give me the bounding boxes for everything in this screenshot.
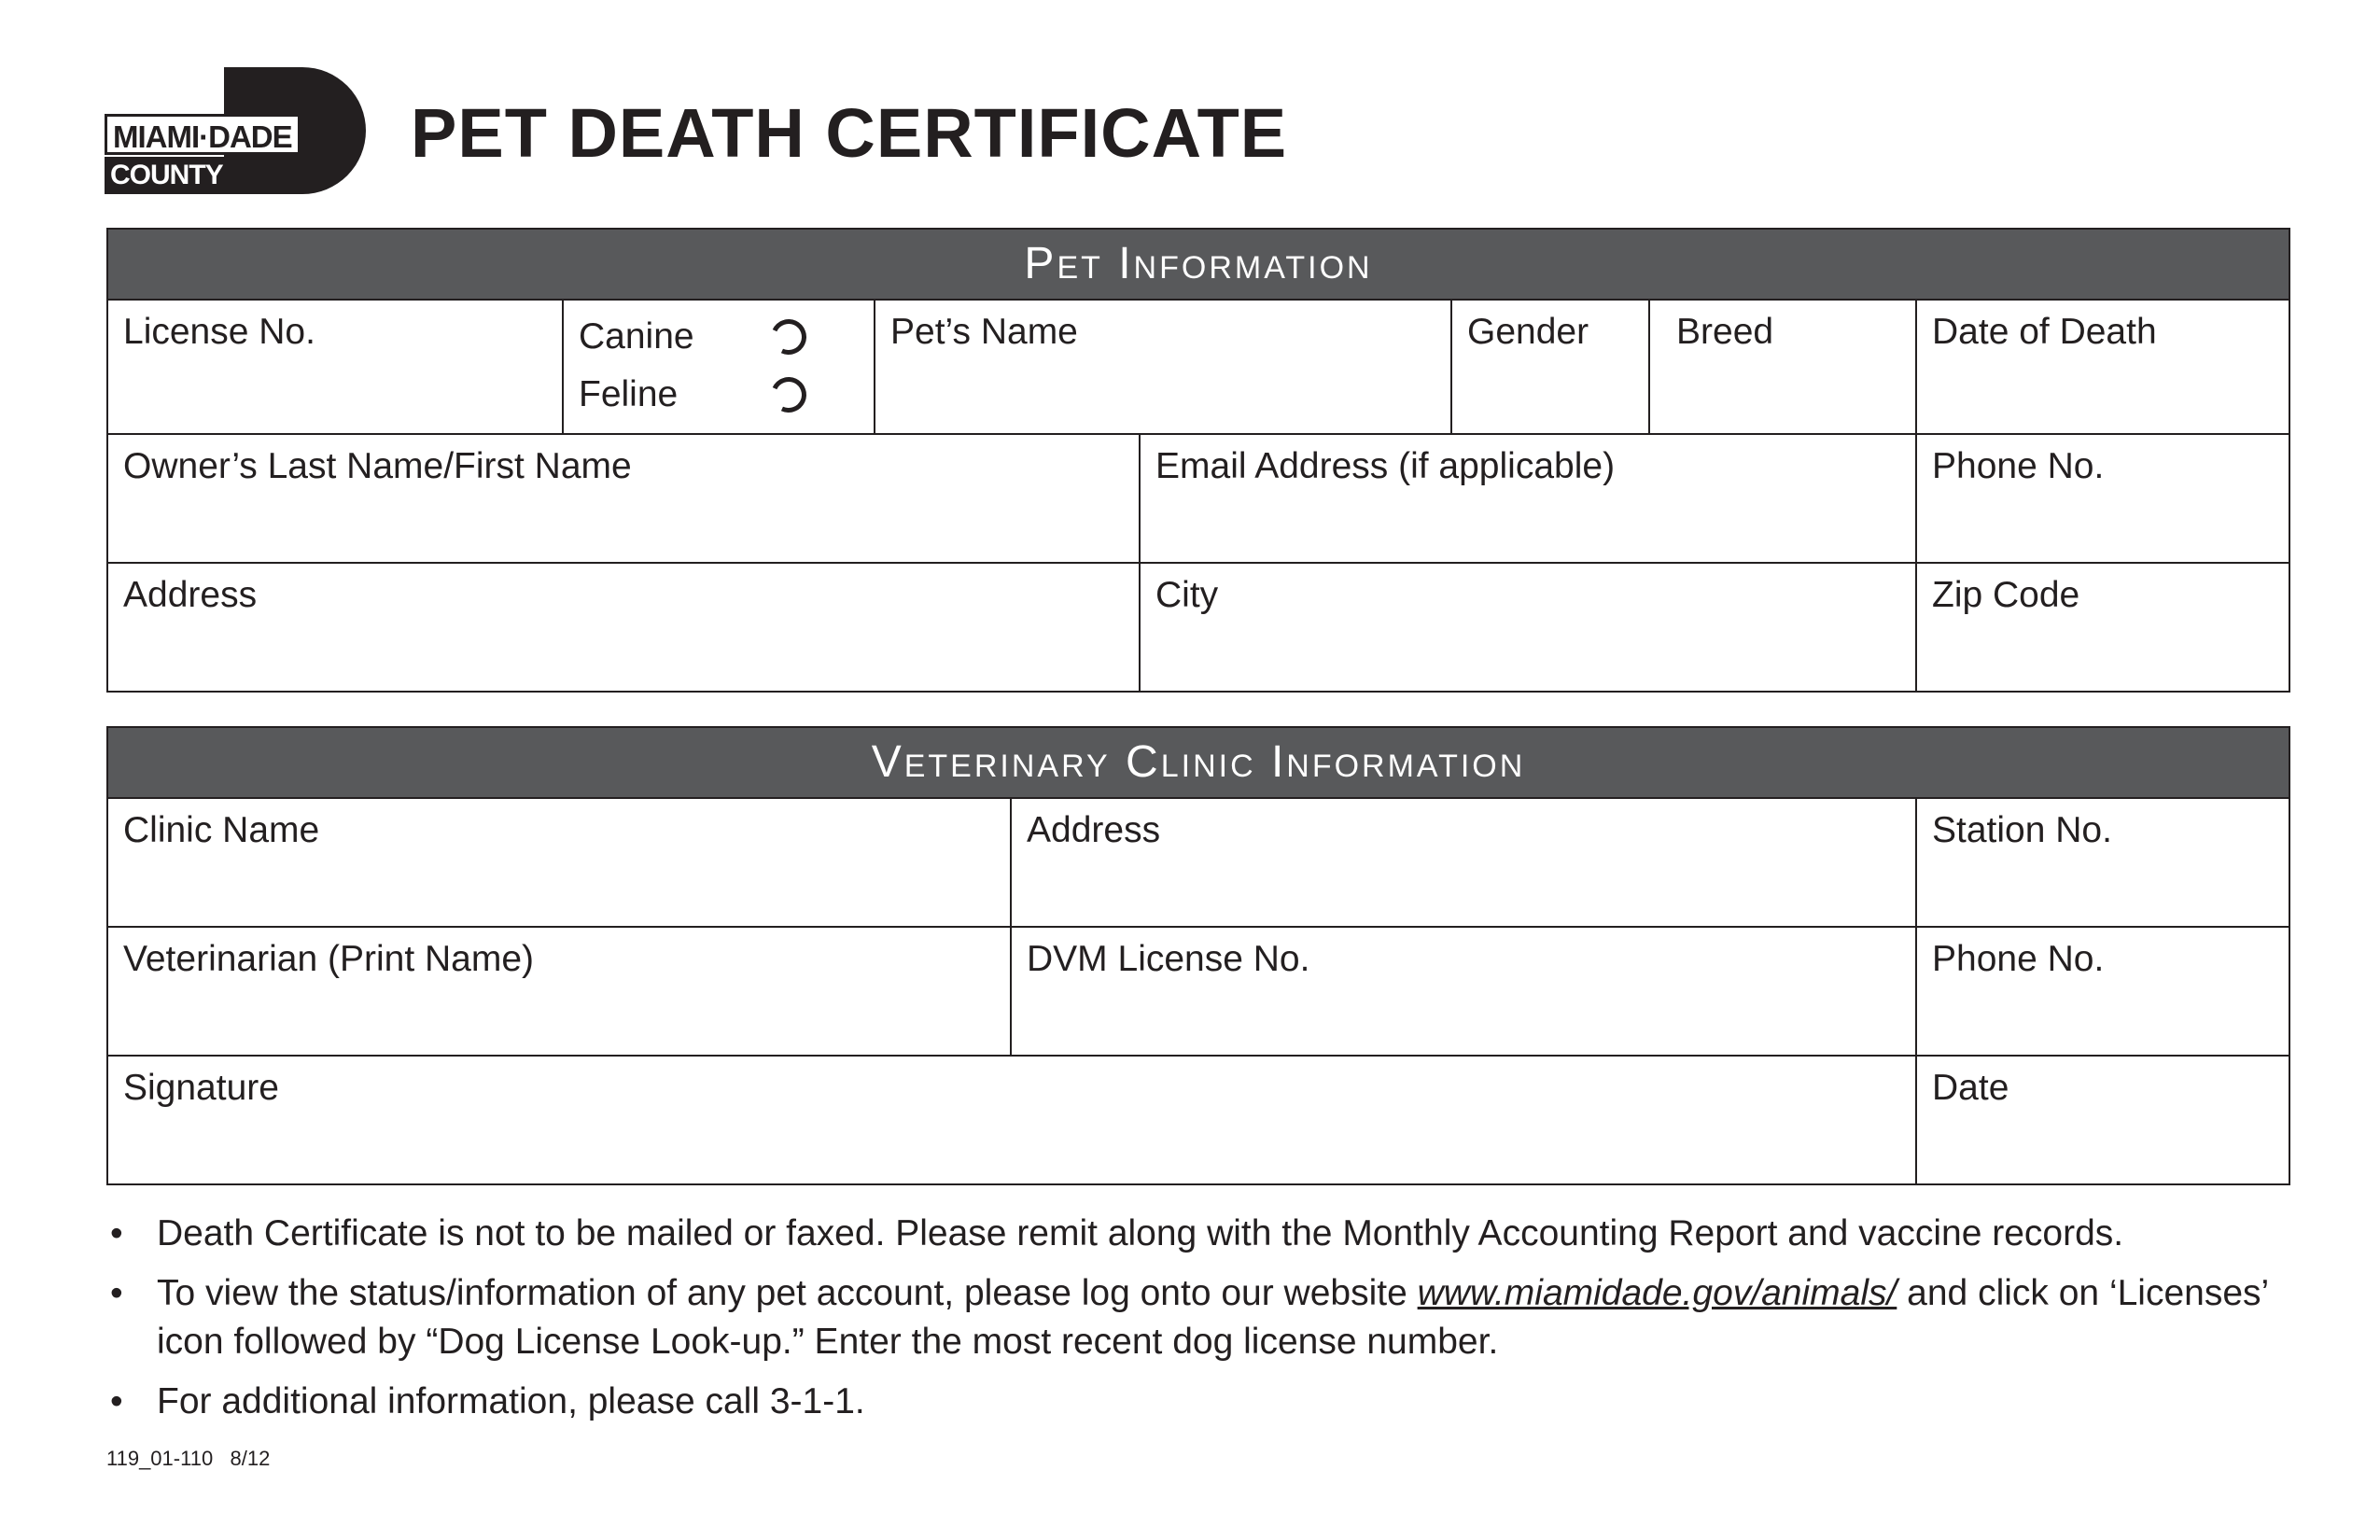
header	[105, 67, 2289, 198]
pets-name-label: Pet’s Name	[890, 312, 1078, 352]
veterinary-clinic-table	[106, 726, 2290, 1185]
owner-name-label: Owner’s Last Name/First Name	[123, 446, 632, 486]
note-item	[106, 1210, 2290, 1258]
form-code: 119_01-110 8/12	[106, 1447, 271, 1470]
clinic-address-label: Address	[1027, 810, 1161, 850]
owner-address-label: Address	[123, 575, 258, 615]
veterinary-clinic-heading: Veterinary Clinic Information	[107, 727, 2289, 798]
station-no-field[interactable]	[1916, 798, 2289, 927]
owner-name-field[interactable]	[107, 434, 1140, 563]
veterinarian-field[interactable]	[107, 927, 1011, 1056]
date-of-death-label: Date of Death	[1932, 312, 2157, 352]
owner-address-field[interactable]	[107, 563, 1140, 692]
signature-label: Signature	[123, 1068, 279, 1108]
pet-information-heading: Pet Information	[107, 229, 2289, 300]
date-of-death-field[interactable]	[1916, 300, 2289, 434]
note-text: and click on ‘Licenses’ icon followed by “Dog License Look-up.” Enter the most recent dog license number.	[157, 1273, 2268, 1362]
canine-option[interactable]	[579, 308, 806, 366]
note-item	[106, 1269, 2290, 1366]
note-text: To view the status/information of any pet account, please log onto our website	[157, 1273, 1418, 1313]
gender-field[interactable]	[1451, 300, 1649, 434]
date-label: Date	[1932, 1068, 2009, 1108]
canine-radio-icon[interactable]	[766, 315, 812, 360]
city-label: City	[1155, 575, 1219, 615]
species-field	[563, 300, 875, 434]
feline-option[interactable]	[579, 366, 806, 424]
vet-phone-label: Phone No.	[1932, 939, 2105, 979]
page-title: PET DEATH CERTIFICATE	[411, 94, 1288, 172]
pets-name-field[interactable]	[875, 300, 1451, 434]
feline-label: Feline	[579, 374, 679, 414]
dvm-license-label: DVM License No.	[1027, 939, 1310, 979]
logo-county-text: COUNTY	[105, 157, 224, 194]
vet-phone-field[interactable]	[1916, 927, 2289, 1056]
bullet-icon: •	[110, 1213, 123, 1253]
note-item	[106, 1378, 2290, 1426]
breed-field[interactable]	[1649, 300, 1916, 434]
logo-miami-dade-text: MIAMI·DADE	[105, 114, 298, 155]
breed-label: Breed	[1676, 312, 1774, 352]
miami-dade-county-logo	[105, 67, 366, 198]
license-no-field[interactable]	[107, 300, 563, 434]
bullet-icon: •	[110, 1273, 123, 1313]
signature-field[interactable]	[107, 1056, 1916, 1184]
email-field[interactable]	[1140, 434, 1916, 563]
clinic-name-field[interactable]	[107, 798, 1011, 927]
pet-information-table	[106, 228, 2290, 693]
station-no-label: Station No.	[1932, 810, 2112, 850]
owner-phone-label: Phone No.	[1932, 446, 2105, 486]
website-link[interactable]: www.miamidade.gov/animals/	[1417, 1273, 1897, 1313]
note-text: Death Certificate is not to be mailed or faxed. Please remit along with the Monthly Accounting Report and vaccine records.	[157, 1213, 2124, 1253]
dvm-license-field[interactable]	[1011, 927, 1916, 1056]
gender-label: Gender	[1467, 312, 1589, 352]
date-field[interactable]	[1916, 1056, 2289, 1184]
clinic-address-field[interactable]	[1011, 798, 1916, 927]
city-field[interactable]	[1140, 563, 1916, 692]
owner-phone-field[interactable]	[1916, 434, 2289, 563]
feline-radio-icon[interactable]	[766, 372, 812, 418]
note-text: For additional information, please call 3-1-1.	[157, 1381, 865, 1421]
clinic-name-label: Clinic Name	[123, 810, 320, 850]
license-no-label: License No.	[123, 312, 315, 352]
zip-code-field[interactable]	[1916, 563, 2289, 692]
email-label: Email Address (if applicable)	[1155, 446, 1616, 486]
bullet-icon: •	[110, 1381, 123, 1421]
notes-list	[106, 1210, 2290, 1437]
zip-code-label: Zip Code	[1932, 575, 2080, 615]
canine-label: Canine	[579, 316, 694, 357]
veterinarian-label: Veterinarian (Print Name)	[123, 939, 535, 979]
